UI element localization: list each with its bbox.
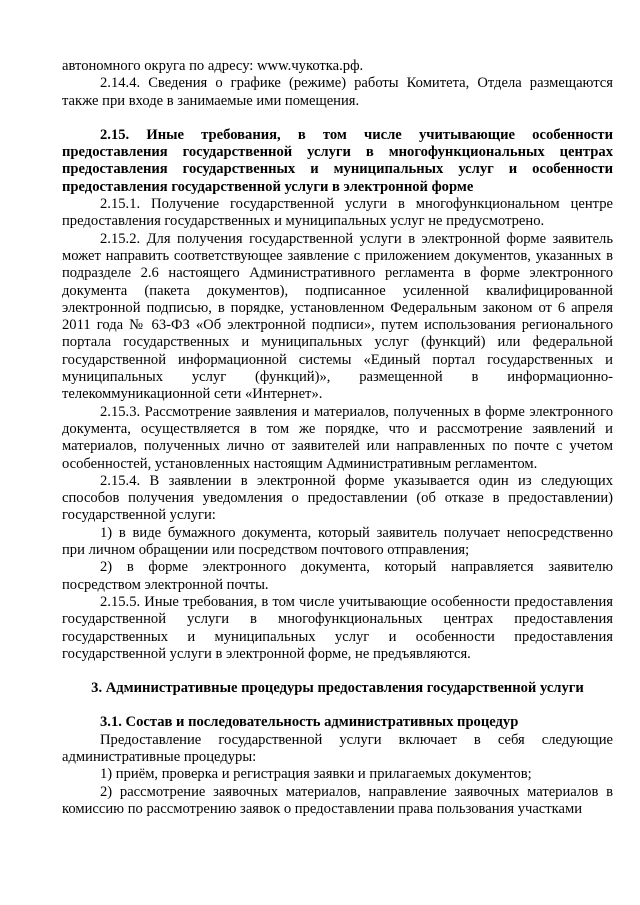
paragraph-2-15-4: 2.15.4. В заявлении в электронной форме указывается один из следующих способов получения уведомления о предоставлении (об отказе в предоставлении) государственной услуги:	[62, 472, 613, 524]
heading-3-1: 3.1. Состав и последовательность административных процедур	[100, 714, 519, 731]
paragraph-2-14-4: 2.14.4. Сведения о графике (режиме) работы Комитета, Отдела размещаются также при входе в занимаемые ими помещения.	[62, 75, 613, 109]
heading-section-3: 3. Административные процедуры предоставления государственной услуги	[91, 680, 584, 697]
heading-2-15: 2.15. Иные требования, в том числе учитывающие особенности предоставления государственной услуги в многофункциональных центрах предоставления государственных и муниципальных услуг и особенности предоставления государственной услуги в электронной форме	[62, 126, 613, 195]
paragraph-3-1-intro: Предоставление государственной услуги включает в себя следующие административные процедуры:	[62, 731, 613, 765]
paragraph-2-15-5: 2.15.5. Иные требования, в том числе учитывающие особенности предоставления государственной услуги в многофункциональных центрах предоставления государственных и муниципальных услуг и особенности предоставления государственной услуги в электронной форме, не предъявляются.	[62, 593, 613, 662]
list-item-paper-document: 1) в виде бумажного документа, который заявитель получает непосредственно при личном обращении или посредством почтового отправления;	[62, 524, 613, 559]
paragraph-address: автономного округа по адресу: www.чукотка.рф.	[62, 58, 364, 74]
paragraph-2-15-2: 2.15.2. Для получения государственной услуги в электронной форме заявитель может направить соответствующее заявление с приложением документов, указанных в подразделе 2.6 настоящего Административного регламента в форме электронного документа (пакета документов), подписанное усиленной квалифицированной электронной подписью, в порядке, установленном Федеральным законом от 6 апреля 2011 года № 63-ФЗ «Об электронной подписи», путем использования регионального портала государственных и муниципальных услуг (функций) или федеральной государственной информационной системы «Единый портал государственных и муниципальных услуг (функций)», размещенной в информационно-телекоммуникационной сети «Интернет».	[62, 230, 613, 403]
list-item-procedure-1: 1) приём, проверка и регистрация заявки и прилагаемых документов;	[100, 766, 532, 783]
paragraph-2-15-1: 2.15.1. Получение государственной услуги в многофункциональном центре предоставления государственных и муниципальных услуг не предусмотрено.	[62, 196, 613, 230]
paragraph-2-15-3: 2.15.3. Рассмотрение заявления и материалов, полученных в форме электронного документа, осуществляется в том же порядке, что и рассмотрение заявлений и материалов, полученных лично от заявителей или направленных по почте с учетом особенностей, установленных настоящим Административным регламентом.	[62, 403, 613, 472]
list-item-electronic-document: 2) в форме электронного документа, который направляется заявителю посредством электронной почты.	[62, 559, 613, 593]
list-item-procedure-2: 2) рассмотрение заявочных материалов, направление заявочных материалов в комиссию по рассмотрению заявок о предоставлении права пользования участками	[62, 783, 613, 817]
